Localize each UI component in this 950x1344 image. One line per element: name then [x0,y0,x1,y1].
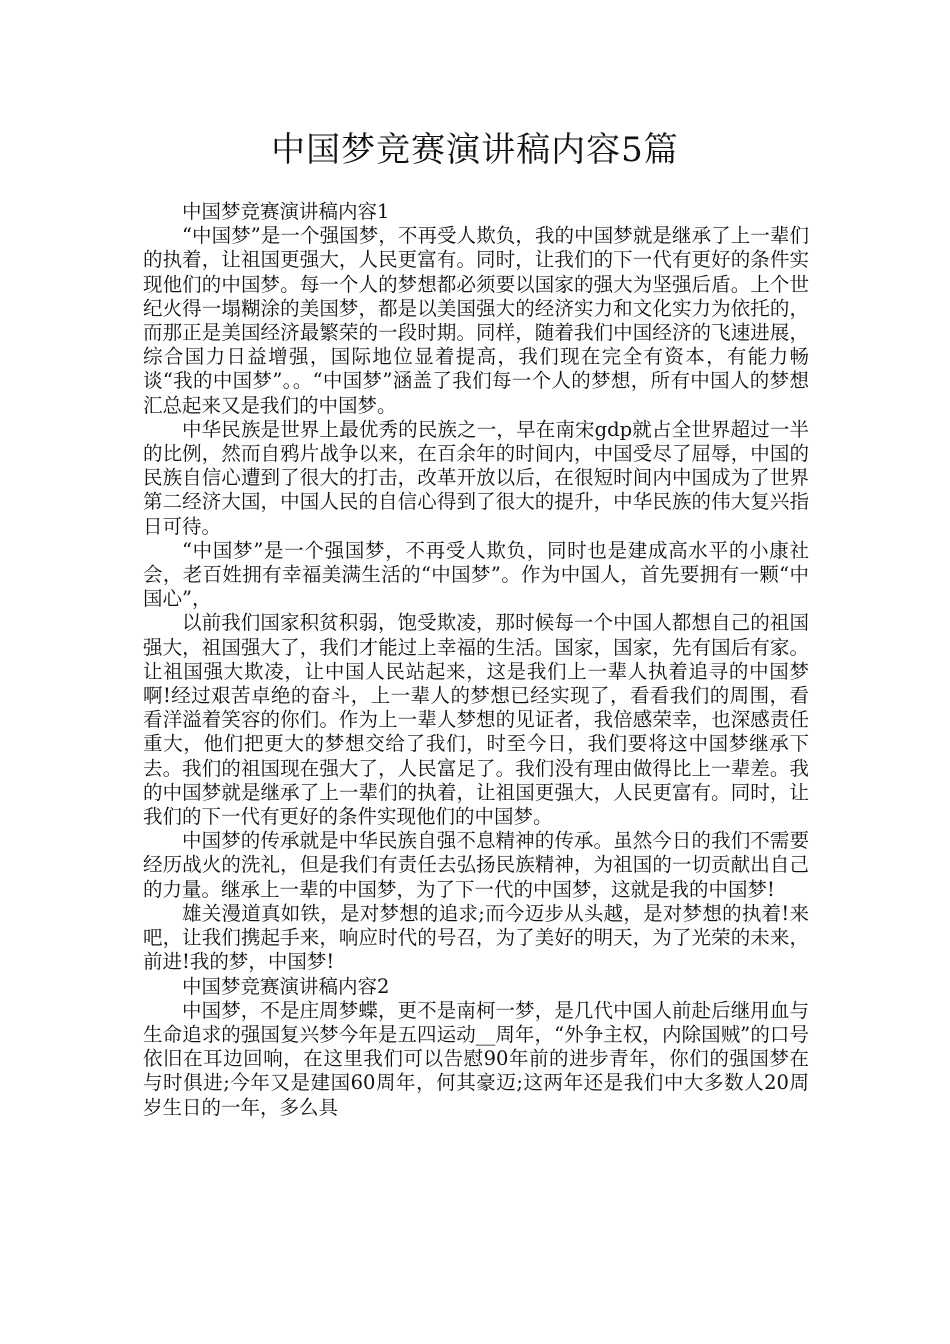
paragraph: 中国梦，不是庄周梦蝶，更不是南柯一梦，是几代中国人前赴后继用血与生命追求的强国复兴梦今年是五四运动__周年，“外争主权，内除国贼”的口号依旧在耳边回响，在这里我们可以告慰90年前的进步青年，你们的强国梦在与时俱进;今年又是建国60周年，何其豪迈;这两年还是我们中大多数人20周岁生日的一年，多么具 [143,998,809,1119]
section-heading: 中国梦竞赛演讲稿内容1 [182,200,390,223]
document-body [143,200,809,1120]
document-title: 中国梦竞赛演讲稿内容5篇 [271,130,679,170]
paragraph: 以前我们国家积贫积弱，饱受欺凌，那时候每一个中国人都想自己的祖国强大，祖国强大了，我们才能过上幸福的生活。国家，国家，先有国后有家。让祖国强大欺凌，让中国人民站起来，这是我们上一辈人执着追寻的中国梦啊!经过艰苦卓绝的奋斗，上一辈人的梦想已经实现了，看看我们的周围，看看洋溢着笑容的你们。作为上一辈人梦想的见证者，我倍感荣幸，也深感责任重大，他们把更大的梦想交给了我们，时至今日，我们要将这中国梦继承下去。我们的祖国现在强大了，人民富足了。我们没有理由做得比上一辈差。我的中国梦就是继承了上一辈们的执着，让祖国更强大，人民更富有。同时，让我们的下一代有更好的条件实现他们的中国梦。 [143,611,809,829]
paragraph: 中华民族是世界上最优秀的民族之一，早在南宋gdp就占全世界超过一半的比例，然而自鸦片战争以来，在百余年的时间内，中国受尽了屈辱，中国的民族自信心遭到了很大的打击，改革开放以后，在很短时间内中国成为了世界第二经济大国，中国人民的自信心得到了很大的提升，中华民族的伟大复兴指日可待。 [143,417,809,538]
paragraph: 雄关漫道真如铁，是对梦想的追求;而今迈步从头越，是对梦想的执着!来吧，让我们携起手来，响应时代的号召，为了美好的明天，为了光荣的未来，前进!我的梦，中国梦! [143,901,809,974]
paragraph: 中国梦的传承就是中华民族自强不息精神的传承。虽然今日的我们不需要经历战火的洗礼，但是我们有责任去弘扬民族精神，为祖国的一切贡献出自己的力量。继承上一辈的中国梦，为了下一代的中国梦，这就是我的中国梦! [143,829,809,901]
section-heading: 中国梦竞赛演讲稿内容2 [182,974,390,998]
paragraph: “中国梦”是一个强国梦，不再受人欺负，同时也是建成高水平的小康社会，老百姓拥有幸福美满生活的“中国梦”。作为中国人，首先要拥有一颗“中国心”， [143,538,809,611]
paragraph: “中国梦”是一个强国梦，不再受人欺负，我的中国梦就是继承了上一辈们的执着，让祖国更强大，人民更富有。同时，让我们的下一代有更好的条件实现他们的中国梦。每一个人的梦想都必须要以国家的强大为坚强后盾。上个世纪火得一塌糊涂的美国梦，都是以美国强大的经济实力和文化实力为依托的，而那正是美国经济最繁荣的一段时期。同样，随着我们中国经济的飞速进展，综合国力日益增强，国际地位显着提高，我们现在完全有资本，有能力畅谈“我的中国梦”。。“中国梦”涵盖了我们每一个人的梦想，所有中国人的梦想汇总起来又是我们的中国梦。 [143,224,809,417]
